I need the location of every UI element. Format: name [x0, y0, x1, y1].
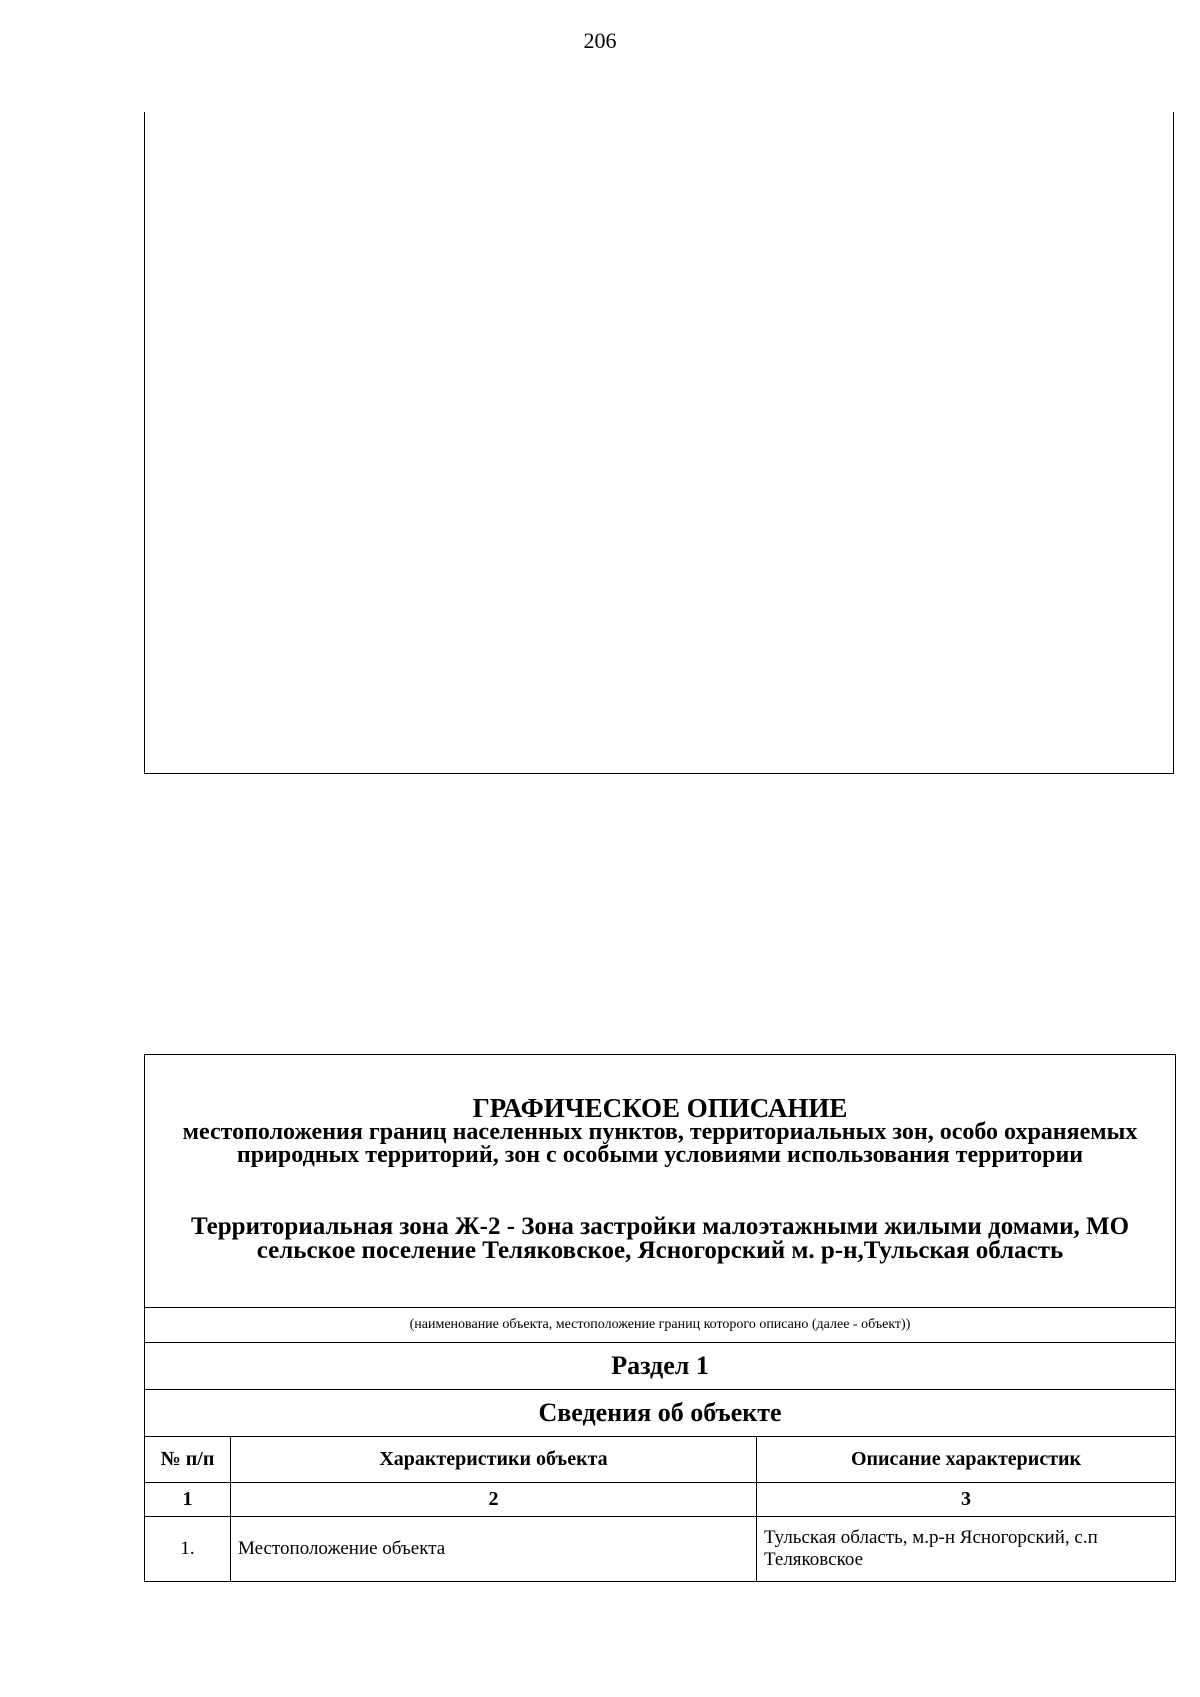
- row-number: 1.: [145, 1517, 231, 1582]
- title-block: [145, 1055, 1176, 1308]
- object-name: Территориальная зона Ж-2 - Зона застройки малоэтажными жилыми домами, МО сельское поселение Теляковское, Ясногорский м. р-н,Тульская область: [190, 1213, 1130, 1264]
- document-title: ГРАФИЧЕСКОЕ ОПИСАНИЕ: [472, 1093, 848, 1123]
- section-label: Раздел 1: [145, 1343, 1176, 1390]
- object-name-caption: (наименование объекта, местоположение границ которого описано (далее - объект)): [145, 1308, 1176, 1343]
- row-characteristic: Местоположение объекта: [231, 1517, 757, 1582]
- section-heading: Сведения об объекте: [145, 1390, 1176, 1437]
- graphic-description-table: [144, 1054, 1176, 1582]
- column-header: Характеристики объекта: [231, 1437, 757, 1483]
- row-description: Тульская область, м.р-н Ясногорский, с.п Теляковское: [757, 1517, 1176, 1582]
- column-number: 3: [757, 1483, 1176, 1517]
- table-header-row: [145, 1437, 1176, 1483]
- document-subtitle: местоположения границ населенных пунктов, территориальных зон, особо охраняемых природных территорий, зон с особыми условиями использования территории: [182, 1119, 1138, 1168]
- map-frame: [144, 112, 1174, 774]
- table-row: [145, 1517, 1176, 1582]
- column-number-row: [145, 1483, 1176, 1517]
- column-header: № п/п: [145, 1437, 231, 1483]
- column-header: Описание характеристик: [757, 1437, 1176, 1483]
- column-number: 1: [145, 1483, 231, 1517]
- page-number: 206: [583, 28, 617, 53]
- column-number: 2: [231, 1483, 757, 1517]
